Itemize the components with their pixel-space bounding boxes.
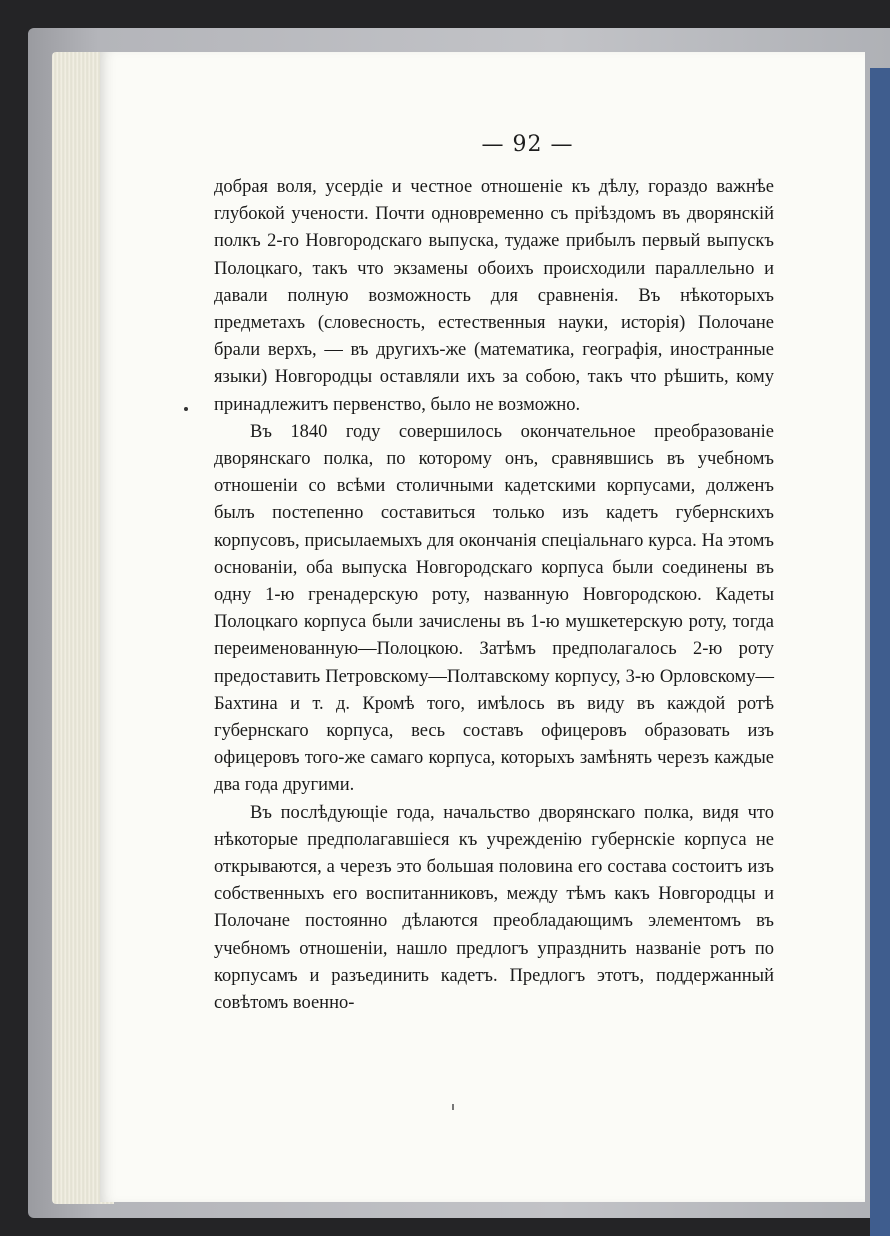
book-page: [100, 52, 865, 1202]
page-number: — 92 —: [481, 132, 574, 157]
ink-mark: [452, 1104, 454, 1110]
cover-edge-strip: [870, 68, 890, 1236]
paragraph-2: Въ 1840 году совершилось окончательное преобразованіе дворянскаго полка, по которому онъ, сравнявшись въ учебномъ отношеніи со всѣми столичными кадетскими корпусами, долженъ былъ постепенно составиться только изъ кадетъ губернскихъ корпусовъ, присылаемыхъ для окончанія спеціальнаго курса. На этомъ основаніи, оба выпуска Новгородскаго корпуса были соединены въ одну 1-ю гренадерскую роту, названную Новгородскою. Кадеты Полоцкаго корпуса были зачислены въ 1-ю мушкетерскую роту, тогда переименованную—Полоцкою. Затѣмъ предполагалось 2-ю роту предоставить Петровскому—Полтавскому корпусу, 3-ю Орловскому—Бахтина и т. д. Кромѣ того, имѣлось въ виду въ каждой ротѣ губернскаго корпуса, весь составъ офицеровъ образовать изъ офицеровъ того-же самаго корпуса, которыхъ замѣнять черезъ каждые два года другими.: [214, 421, 774, 796]
paragraph-1: добрая воля, усердіе и честное отношеніе къ дѣлу, гораздо важнѣе глубокой учености. Почти одновременно съ пріѣздомъ въ дворянскій полкъ 2-го Новгородскаго выпуска, тудаже прибылъ первый выпускъ Полоцкаго, такъ что экзамены обоихъ происходили параллельно и давали полную возможность для сравненія. Въ нѣкоторыхъ предметахъ (словесность, естественныя науки, исторія) Полочане брали верхъ, — въ другихъ-же (математика, географія, иностранные языки) Новгородцы оставляли ихъ за собою, такъ что рѣшить, кому принадлежитъ первенство, было не возможно.: [214, 177, 774, 415]
margin-speck: [184, 407, 188, 411]
page-text: [214, 174, 774, 1017]
paragraph-3: Въ послѣдующіе года, начальство дворянскаго полка, видя что нѣкоторые предполагавшіеся къ учрежденію губернскіе корпуса не открываются, а черезъ это большая половина его состава состоитъ изъ собственныхъ его воспитанниковъ, между тѣмъ какъ Новгородцы и Полочане постоянно дѣлаются преобладающимъ элементомъ въ учебномъ отношеніи, нашло предлогъ упразднить названіе ротъ по корпусамъ и разъединить кадетъ. Предлогъ этотъ, поддержанный совѣтомъ военно-: [214, 802, 774, 1014]
